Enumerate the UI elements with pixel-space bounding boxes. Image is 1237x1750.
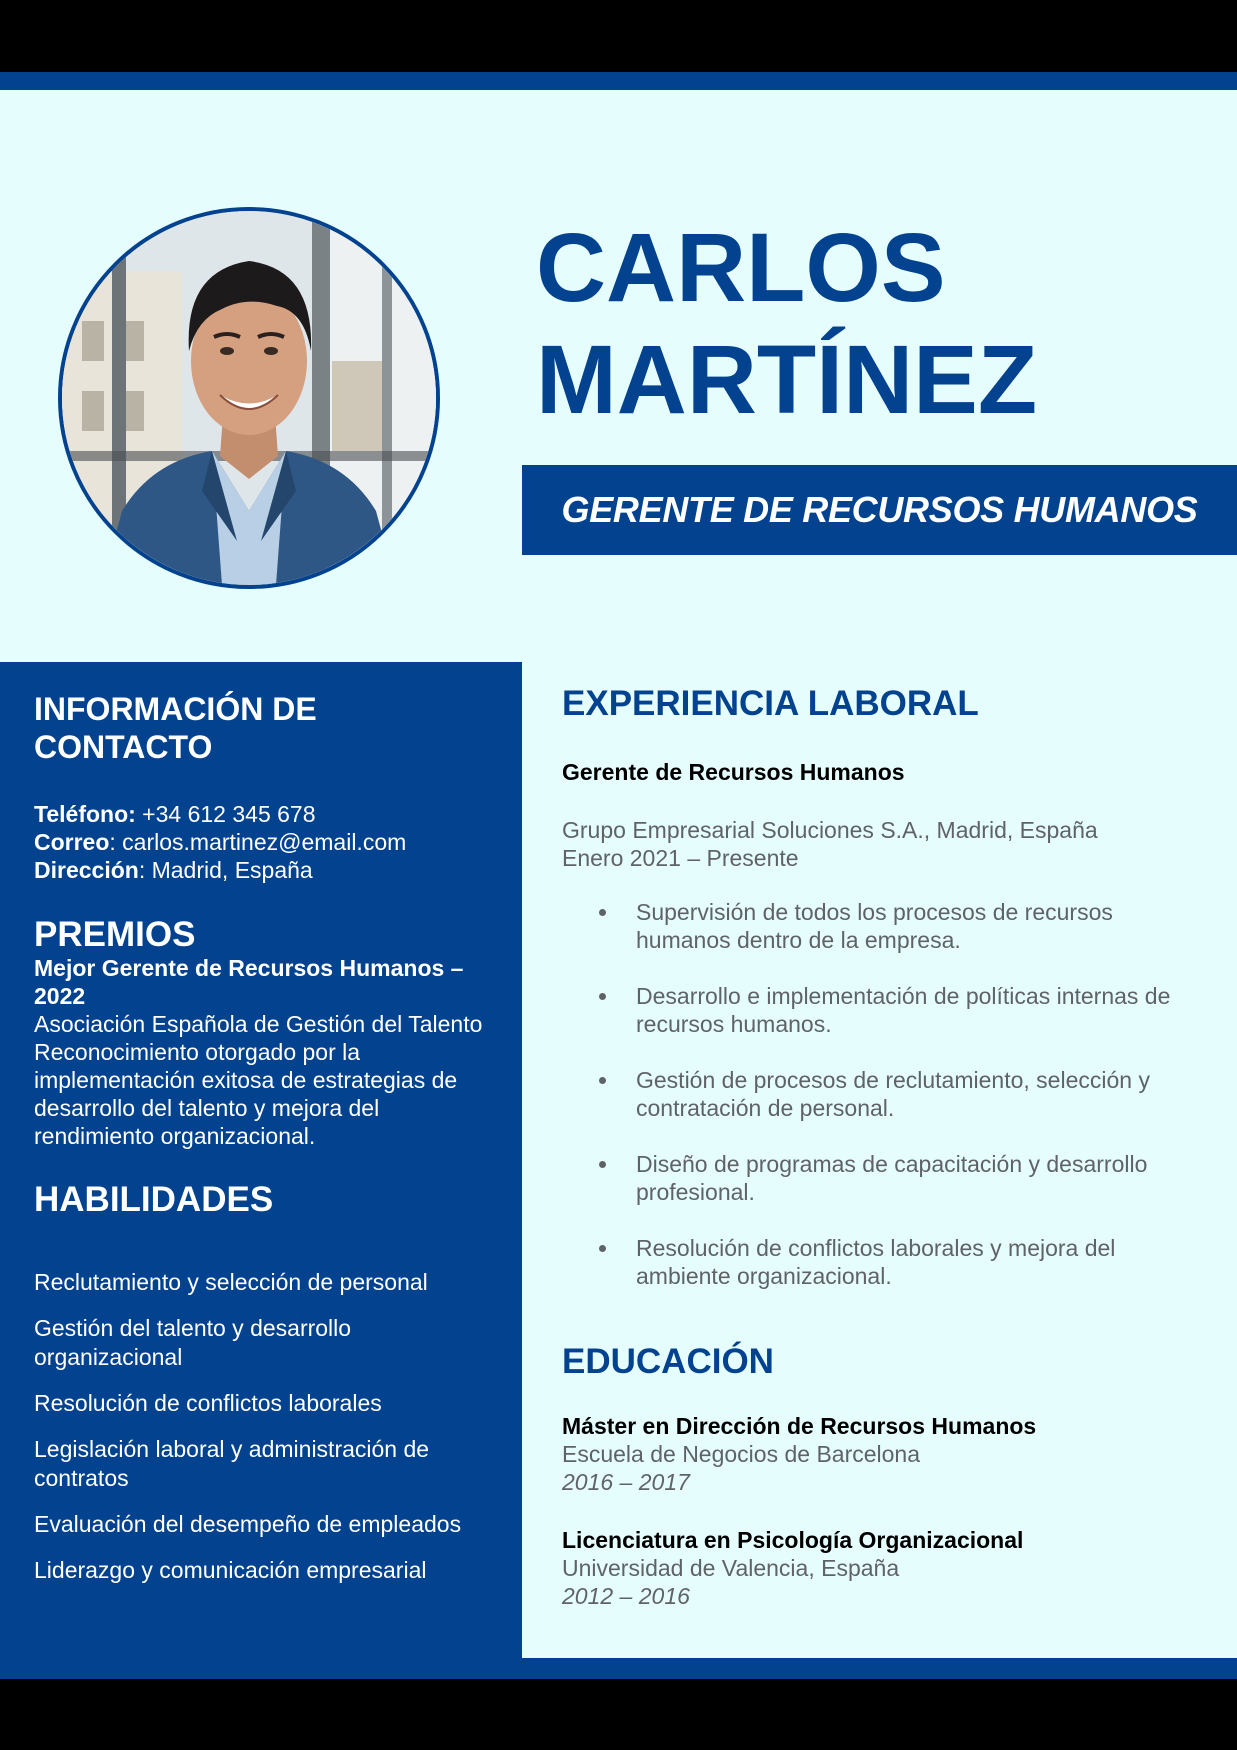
top-color-band xyxy=(0,72,1237,90)
sidebar xyxy=(0,662,522,1658)
award-organization: Asociación Española de Gestión del Talento xyxy=(34,1011,483,1037)
job-responsibilities xyxy=(562,898,1202,1290)
address-label: Dirección xyxy=(34,857,139,883)
award-item xyxy=(34,954,492,1150)
job-period: Enero 2021 – Presente xyxy=(562,845,799,871)
job-position: Gerente de Recursos Humanos xyxy=(562,759,905,785)
last-name: MARTÍNEZ xyxy=(536,325,1038,434)
email-value: : carlos.martinez@email.com xyxy=(109,829,407,855)
contact-email xyxy=(34,828,492,856)
skill-item: Resolución de conflictos laborales xyxy=(34,1390,382,1416)
address-value: : Madrid, España xyxy=(138,857,313,883)
experience-heading: EXPERIENCIA LABORAL xyxy=(562,684,979,723)
contact-heading: INFORMACIÓN DE CONTACTO xyxy=(34,691,317,765)
phone-label: Teléfono: xyxy=(34,801,136,827)
first-name: CARLOS xyxy=(536,213,946,322)
education-degree: Máster en Dirección de Recursos Humanos xyxy=(562,1413,1037,1439)
award-title: Mejor Gerente de Recursos Humanos – 2022 xyxy=(34,955,464,1009)
education-degree: Licenciatura en Psicología Organizacional xyxy=(562,1527,1024,1553)
resume-page xyxy=(0,72,1237,1679)
education-item xyxy=(562,1412,1202,1496)
responsibility-item: Resolución de conflictos laborales y mejora del ambiente organizacional. xyxy=(636,1234,1181,1290)
skill-item: Liderazgo y comunicación empresarial xyxy=(34,1557,427,1583)
education-item xyxy=(562,1526,1202,1610)
skills-heading: HABILIDADES xyxy=(34,1180,274,1219)
candidate-name xyxy=(536,212,1037,436)
responsibility-item: Diseño de programas de capacitación y desarrollo profesional. xyxy=(636,1150,1181,1206)
portrait-image xyxy=(62,211,436,585)
job-company-block xyxy=(562,816,1202,872)
education-years: 2012 – 2016 xyxy=(562,1583,690,1609)
profile-photo xyxy=(58,207,440,589)
skills-list xyxy=(34,1268,492,1585)
skill-item: Gestión del talento y desarrollo organizacional xyxy=(34,1315,352,1370)
job-title-banner xyxy=(522,465,1237,555)
phone-value: +34 612 345 678 xyxy=(135,801,316,827)
responsibility-item: Desarrollo e implementación de políticas internas de recursos humanos. xyxy=(636,982,1181,1038)
award-description: Reconocimiento otorgado por la implementación exitosa de estrategias de desarrollo del talento y mejora del rendimiento organizacional. xyxy=(34,1039,458,1149)
contact-phone xyxy=(34,800,492,828)
responsibility-item: Supervisión de todos los procesos de recursos humanos dentro de la empresa. xyxy=(636,898,1181,954)
contact-list xyxy=(34,800,492,884)
skill-item: Legislación laboral y administración de contratos xyxy=(34,1436,430,1491)
job-title: GERENTE DE RECURSOS HUMANOS xyxy=(561,489,1198,530)
job-company: Grupo Empresarial Soluciones S.A., Madrid, España xyxy=(562,817,1098,843)
education-heading: EDUCACIÓN xyxy=(562,1342,774,1381)
skill-item: Evaluación del desempeño de empleados xyxy=(34,1511,462,1537)
responsibility-item: Gestión de procesos de reclutamiento, selección y contratación de personal. xyxy=(636,1066,1181,1122)
education-school: Escuela de Negocios de Barcelona xyxy=(562,1441,921,1467)
bottom-color-band xyxy=(0,1658,1237,1679)
main-content xyxy=(562,662,1202,1610)
education-years: 2016 – 2017 xyxy=(562,1469,690,1495)
skill-item: Reclutamiento y selección de personal xyxy=(34,1269,428,1295)
email-label: Correo xyxy=(34,829,110,855)
awards-heading: PREMIOS xyxy=(34,915,196,954)
contact-address xyxy=(34,856,492,884)
education-school: Universidad de Valencia, España xyxy=(562,1555,900,1581)
